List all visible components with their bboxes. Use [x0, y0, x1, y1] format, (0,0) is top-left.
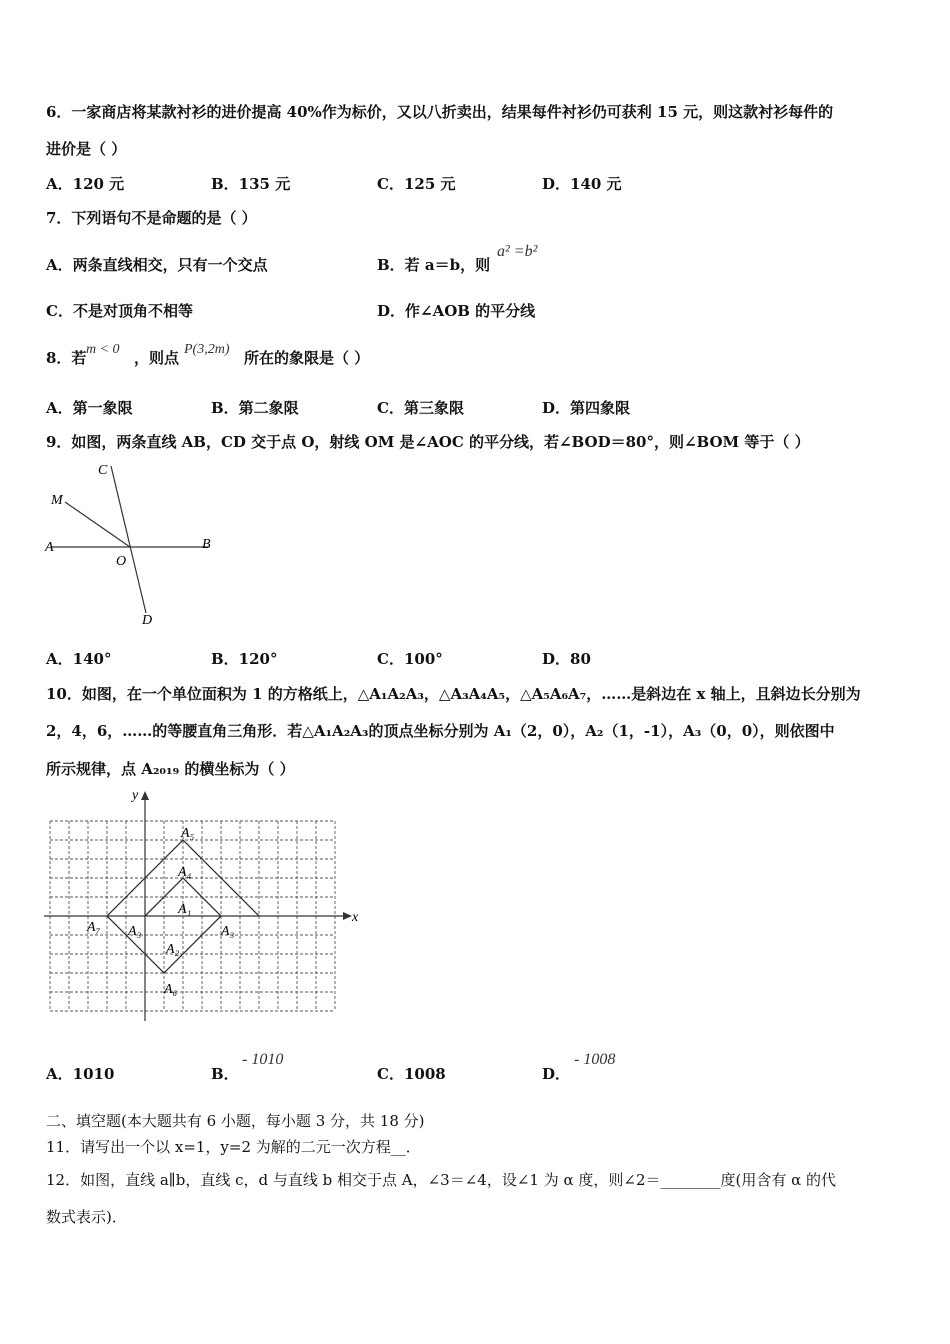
q10-label-x: x: [352, 910, 359, 925]
q6-option-b: B．135 元: [211, 175, 291, 193]
q10-stem-line3: 所示规律，点 A₂₀₁₉ 的横坐标为（ ）: [46, 760, 295, 778]
q7-option-b-text: B．若 a＝b，则: [377, 256, 491, 274]
q8-mid: ，则点: [134, 349, 180, 367]
q10-option-a: A．1010: [46, 1065, 115, 1083]
q6-option-c: C．125 元: [377, 175, 456, 193]
q10-option-d-label: D．: [542, 1065, 571, 1083]
q8-option-a: A．第一象限: [46, 399, 133, 417]
q9-option-b: B．120°: [211, 650, 278, 668]
q9-option-d: D．80: [542, 650, 591, 668]
q6-option-d: D．140 元: [542, 175, 622, 193]
q10-y-axis-arrow: [141, 791, 149, 800]
q12-stem-line1: 12．如图，直线 a∥b，直线 c，d 与直线 b 相交于点 A，∠3＝∠4，设∠1 为 α 度，则∠2＝________度(用含有 α 的代: [46, 1171, 837, 1189]
q8-option-b: B．第二象限: [211, 399, 299, 417]
q6-stem-line2: 进价是（ ）: [46, 140, 127, 158]
q10-label-a8: A₅: [181, 826, 195, 841]
q7-stem: 7．下列语句不是命题的是（ ）: [46, 209, 257, 227]
q10-label-a3: A₃: [128, 924, 142, 939]
q8-math-m: m < 0: [86, 342, 120, 357]
q7-option-c: C．不是对顶角不相等: [46, 302, 193, 320]
q9-stem: 9．如图，两条直线 AB，CD 交于点 O，射线 OM 是∠AOC 的平分线，若∠BOD＝80°，则∠BOM 等于（ ）: [46, 433, 810, 451]
q7-option-a: A．两条直线相交，只有一个交点: [46, 256, 268, 274]
q9-label-a: A: [45, 540, 54, 555]
q9-label-d: D: [142, 613, 153, 628]
q10-label-y: y: [132, 788, 139, 803]
q10-x-axis-arrow: [343, 912, 352, 920]
q8-option-d: D．第四象限: [542, 399, 631, 417]
q10-label-a1: A₁: [178, 902, 192, 917]
q9-ray-om: [65, 502, 130, 547]
q9-label-c: C: [98, 463, 108, 478]
q10-label-a5: A₃: [221, 924, 235, 939]
q8-suffix: 所在的象限是（ ）: [244, 349, 370, 367]
q11-text: 11．请写出一个以 x=1，y=2 为解的二元一次方程__．: [46, 1138, 421, 1156]
q10-option-d-math: - 1008: [574, 1051, 616, 1068]
q10-label-a7: A₇: [87, 920, 101, 935]
q9-label-b: B: [202, 537, 211, 552]
q9-label-m: M: [51, 493, 63, 508]
q6-option-a: A．120 元: [46, 175, 125, 193]
q10-option-b-label: B．: [211, 1065, 239, 1083]
q9-line-cd: [111, 466, 146, 613]
q10-label-a6: A₆: [164, 982, 178, 997]
q6-stem-line1: 6．一家商店将某款衬衫的进价提高 40%作为标价，又以八折卖出，结果每件衬衫仍可获利 15 元，则这款衬衫每件的: [46, 103, 834, 121]
q9-option-c: C．100°: [377, 650, 443, 668]
q8-prefix: 8．若: [46, 349, 87, 367]
q9-figure: [40, 458, 230, 630]
q8-option-c: C．第三象限: [377, 399, 464, 417]
q8-math-point: P(3,2m): [184, 342, 230, 357]
q10-grid-figure: [40, 785, 370, 1030]
q10-stem-line2: 2，4，6，……的等腰直角三角形．若△A₁A₂A₃的顶点坐标分别为 A₁（2，0），A₂（1，-1），A₃（0，0），则依图中: [46, 722, 835, 740]
q10-label-a4: A₄: [178, 865, 192, 880]
section2-heading: 二、填空题(本大题共有 6 小题，每小题 3 分，共 18 分): [46, 1112, 425, 1130]
q7-option-b-math: a² =b²: [497, 243, 538, 260]
q10-option-c: C．1008: [377, 1065, 446, 1083]
q10-stem-line1: 10．如图，在一个单位面积为 1 的方格纸上，△A₁A₂A₃，△A₃A₄A₅，△A₅A₆A₇，……是斜边在 x 轴上，且斜边长分别为: [46, 685, 861, 703]
q10-label-a2: A₂: [166, 942, 180, 957]
q9-label-o: O: [116, 554, 127, 569]
q7-option-d: D．作∠AOB 的平分线: [377, 302, 536, 320]
q12-stem-line2: 数式表示)．: [46, 1208, 127, 1226]
q10-option-b-math: - 1010: [242, 1051, 284, 1068]
q9-option-a: A．140°: [46, 650, 112, 668]
